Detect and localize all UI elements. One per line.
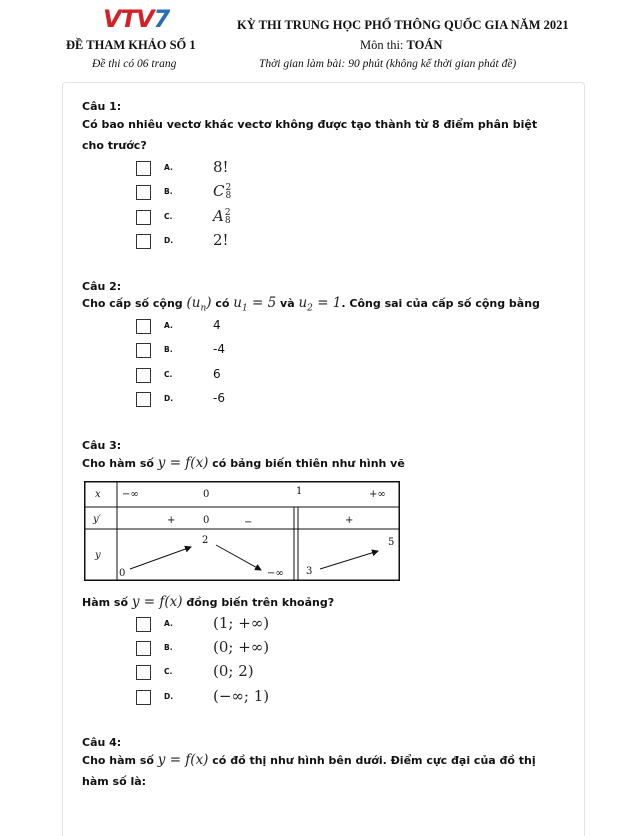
exam-time: Thời gian làm bài: 90 phút (không kể thời gian phát đề) bbox=[259, 58, 517, 70]
vt-sign: + bbox=[345, 515, 354, 526]
q1-option-b-checkbox[interactable] bbox=[136, 185, 151, 200]
q1-option-b[interactable]: B. C 2 8 bbox=[136, 185, 436, 203]
q2-option-a[interactable]: A. 4 bbox=[136, 319, 436, 337]
q2-option-d[interactable]: D. -6 bbox=[136, 392, 436, 410]
variation-table bbox=[84, 481, 400, 581]
q2-option-c[interactable]: C. 6 bbox=[136, 368, 436, 386]
vt-sign: 0 bbox=[203, 515, 210, 526]
q2-option-c-checkbox[interactable] bbox=[136, 368, 151, 383]
page-count: Đề thi có 06 trang bbox=[92, 58, 177, 70]
q3-option-d[interactable]: D. (−∞; 1) bbox=[136, 690, 436, 708]
vt-y-value: −∞ bbox=[267, 568, 284, 579]
vt-x-value: −∞ bbox=[122, 489, 139, 500]
vt-x-value: 1 bbox=[296, 486, 303, 497]
vt-arrow-up bbox=[130, 547, 191, 569]
vt-y-value: 3 bbox=[306, 566, 313, 577]
vt-x-label: x bbox=[95, 489, 101, 500]
exam-header bbox=[0, 0, 638, 80]
vt-y-value: 5 bbox=[388, 537, 395, 548]
q3-option-c[interactable]: C. (0; 2) bbox=[136, 665, 436, 683]
vt-arrow-down bbox=[216, 545, 261, 570]
vt-y-label: y bbox=[95, 550, 101, 561]
q1-option-a-checkbox[interactable] bbox=[136, 161, 151, 176]
question-4-label: Câu 4: bbox=[82, 736, 122, 749]
exam-subject: Môn thi: TOÁN bbox=[360, 38, 443, 52]
q2-option-d-checkbox[interactable] bbox=[136, 392, 151, 407]
q1-option-c-checkbox[interactable] bbox=[136, 210, 151, 225]
q3-option-b[interactable]: B. (0; +∞) bbox=[136, 641, 436, 659]
vt-y-value: 2 bbox=[202, 535, 209, 546]
vt-x-value: +∞ bbox=[369, 489, 386, 500]
q1-option-a[interactable]: A. 8! bbox=[136, 161, 436, 179]
exam-code: ĐỀ THAM KHẢO SỐ 1 bbox=[66, 38, 196, 52]
vt-x-value: 0 bbox=[203, 489, 210, 500]
q3-option-a-checkbox[interactable] bbox=[136, 617, 151, 632]
q3-option-a[interactable]: A. (1; +∞) bbox=[136, 617, 436, 635]
q2-option-a-checkbox[interactable] bbox=[136, 319, 151, 334]
vt-sign: + bbox=[167, 515, 176, 526]
q2-option-b-checkbox[interactable] bbox=[136, 343, 151, 358]
question-3-prompt: Hàm số y = f(x) đồng biến trên khoảng? bbox=[82, 594, 335, 610]
vt-sign: − bbox=[244, 517, 253, 528]
question-3-text: Cho hàm số y = f(x) có bảng biến thiên như hình vẽ bbox=[82, 455, 405, 471]
q1-option-d[interactable]: D. 2! bbox=[136, 234, 436, 252]
q1-option-c[interactable]: C. A 2 8 bbox=[136, 210, 436, 228]
question-1-text: Có bao nhiêu vectơ khác vectơ không được tạo thành từ 8 điểm phân biệt cho trước? bbox=[82, 118, 538, 152]
vt-yprime-label: y′ bbox=[93, 514, 101, 525]
vtv7-logo: VTV7 bbox=[103, 5, 170, 33]
question-2-text: Cho cấp số cộng $(u_n)$ có $u_1 = 5$ và $u_2 = 1$. Công sai của cấp số cộng bằng bbox=[82, 295, 540, 314]
question-4-text: Cho hàm số y = f(x) có đồ thị như hình bên dưới. Điểm cực đại của đồ thị hàm số là: bbox=[82, 752, 536, 788]
q3-option-d-checkbox[interactable] bbox=[136, 690, 151, 705]
vt-arrow-up bbox=[320, 551, 378, 569]
question-1-label: Câu 1: bbox=[82, 100, 122, 113]
q1-option-d-checkbox[interactable] bbox=[136, 234, 151, 249]
q3-option-c-checkbox[interactable] bbox=[136, 665, 151, 680]
question-3-label: Câu 3: bbox=[82, 439, 122, 452]
q2-option-b[interactable]: B. -4 bbox=[136, 343, 436, 361]
q3-option-b-checkbox[interactable] bbox=[136, 641, 151, 656]
exam-title: KỲ THI TRUNG HỌC PHỔ THÔNG QUỐC GIA NĂM 2021 bbox=[237, 18, 569, 32]
question-2-label: Câu 2: bbox=[82, 280, 122, 293]
vt-y-value: 0 bbox=[119, 568, 126, 579]
